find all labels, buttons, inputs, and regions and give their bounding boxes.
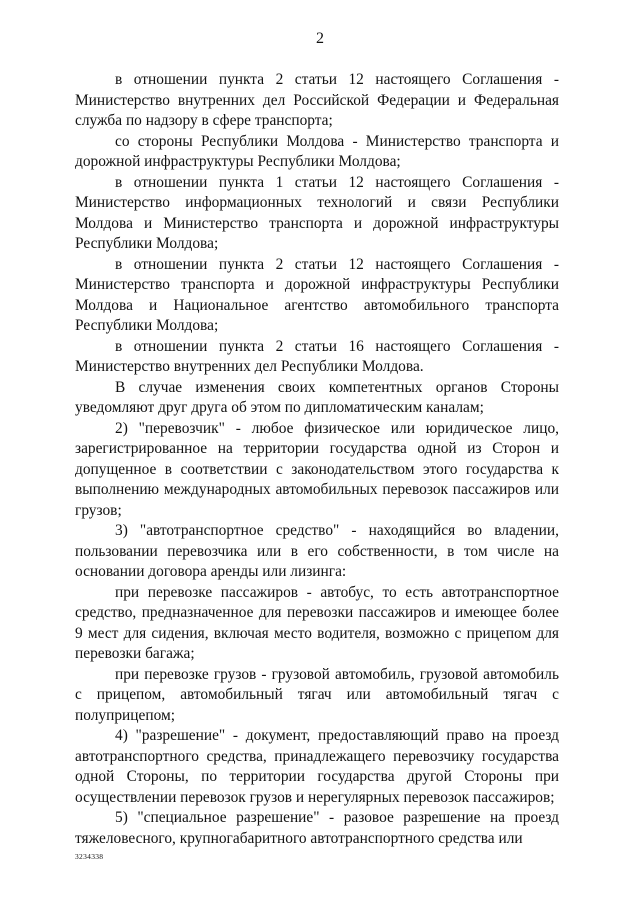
paragraph: 3) "автотранспортное средство" - находящийся во владении, пользовании перевозчика или в его собственности, в том числе на основании договора аренды или лизинга:	[75, 522, 559, 580]
paragraph: 2) "перевозчик" - любое физическое или юридическое лицо, зарегистрированное на территории государства одной из Сторон и допущенное в соответствии с законодательством этого государства к выполнению международных автомобильных перевозок пассажиров или грузов;	[75, 419, 559, 519]
document-code: 3234338	[75, 852, 104, 861]
paragraph: 4) "разрешение" - документ, предоставляющий право на проезд автотранспортного средства, принадлежащего перевозчику государства одной Стороны, по территории государства другой Стороны при осуществлении перевозок грузов и нерегулярных перевозок пассажиров;	[75, 727, 559, 806]
document-body	[75, 70, 559, 849]
paragraph: в отношении пункта 2 статьи 12 настоящего Соглашения - Министерство внутренних дел Российской Федерации и Федеральная служба по надзору в сфере транспорта;	[75, 71, 559, 129]
paragraph: В случае изменения своих компетентных органов Стороны уведомляют друг друга об этом по дипломатическим каналам;	[75, 378, 559, 416]
paragraph: в отношении пункта 2 статьи 12 настоящего Соглашения - Министерство транспорта и дорожной инфраструктуры Республики Молдова и Национальное агентство автомобильного транспорта Республики Молдова;	[75, 255, 559, 334]
paragraph: 5) "специальное разрешение" - разовое разрешение на проезд тяжеловесного, крупногабаритного автотранспортного средства или	[75, 809, 559, 847]
paragraph: со стороны Республики Молдова - Министерство транспорта и дорожной инфраструктуры Республики Молдова;	[75, 132, 559, 170]
paragraph: при перевозке пассажиров - автобус, то есть автотранспортное средство, предназначенное для перевозки пассажиров и имеющее более 9 мест для сидения, включая место водителя, возможно с прицепом для перевозки багажа;	[75, 583, 559, 662]
paragraph: в отношении пункта 1 статьи 12 настоящего Соглашения - Министерство информационных технологий и связи Республики Молдова и Министерство транспорта и дорожной инфраструктуры Республики Молдова;	[75, 173, 559, 252]
paragraph: при перевозке грузов - грузовой автомобиль, грузовой автомобиль с прицепом, автомобильный тягач или автомобильный тягач с полуприцепом;	[75, 665, 559, 724]
page-number: 2	[316, 30, 324, 47]
paragraph: в отношении пункта 2 статьи 16 настоящего Соглашения - Министерство внутренних дел Республики Молдова.	[75, 337, 559, 375]
